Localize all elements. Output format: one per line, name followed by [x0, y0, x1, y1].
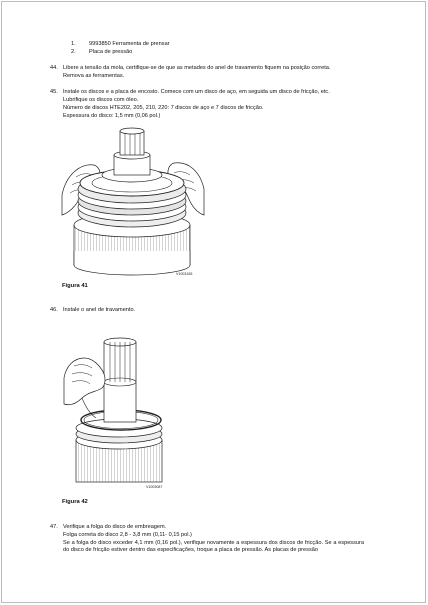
tool-1-text: 9993850 Ferramenta de prensar: [89, 41, 170, 47]
figure-41-illustration: [60, 125, 206, 280]
figure-42-id: V1003087: [146, 485, 163, 489]
step-47-line-1: Verifique a folga do disco de embreagem.: [63, 524, 167, 530]
figure-42-illustration: [60, 322, 178, 492]
figure-41-id: V1003165: [176, 272, 193, 276]
step-45-line-3: Número de discos HTE202, 205, 210, 220: 7 discos de aço e 7 discos de fricção.: [63, 105, 264, 111]
step-46-line-1: Instale o anel de travamento.: [63, 307, 136, 313]
step-44-number: 44.: [50, 65, 58, 71]
step-47-number: 47.: [50, 524, 58, 530]
step-44-line-1: Libere a tensão da mola, certifique-se de que as metades do anel de travamento fiquem na posição correta.: [63, 65, 331, 71]
tool-1-number: 1.: [71, 41, 76, 47]
step-44-line-2: Remova as ferramentas.: [63, 73, 125, 79]
figure-41-caption: Figura 41: [62, 283, 88, 289]
step-47-paragraph: Se a folga do disco exceder 4,1 mm (0,16 pol.), verifique novamente a espessura dos discos de fricção. Se a espessura do disco de fricção estiver dentro das especificações, troque a placa de pressão. As placas de pressão: [63, 540, 364, 553]
step-45-line-1: Instale os discos e a placa de encosto. Comece com um disco de aço, em seguida um disco de fricção, etc.: [63, 89, 330, 95]
step-45-line-4: Espessura do disco: 1,5 mm (0,06 pol.): [63, 113, 161, 119]
step-45-number: 45.: [50, 89, 58, 95]
tool-2-number: 2.: [71, 49, 76, 55]
step-47-line-2: Folga correta do disco 2,8 - 3,8 mm (0,11- 0,15 pol.): [63, 532, 192, 538]
figure-42-caption: Figura 42: [62, 499, 88, 505]
step-45-line-2: Lubrifique os discos com óleo.: [63, 97, 139, 103]
tool-2-text: Placa de pressão: [89, 49, 133, 55]
step-46-number: 46.: [50, 307, 58, 313]
